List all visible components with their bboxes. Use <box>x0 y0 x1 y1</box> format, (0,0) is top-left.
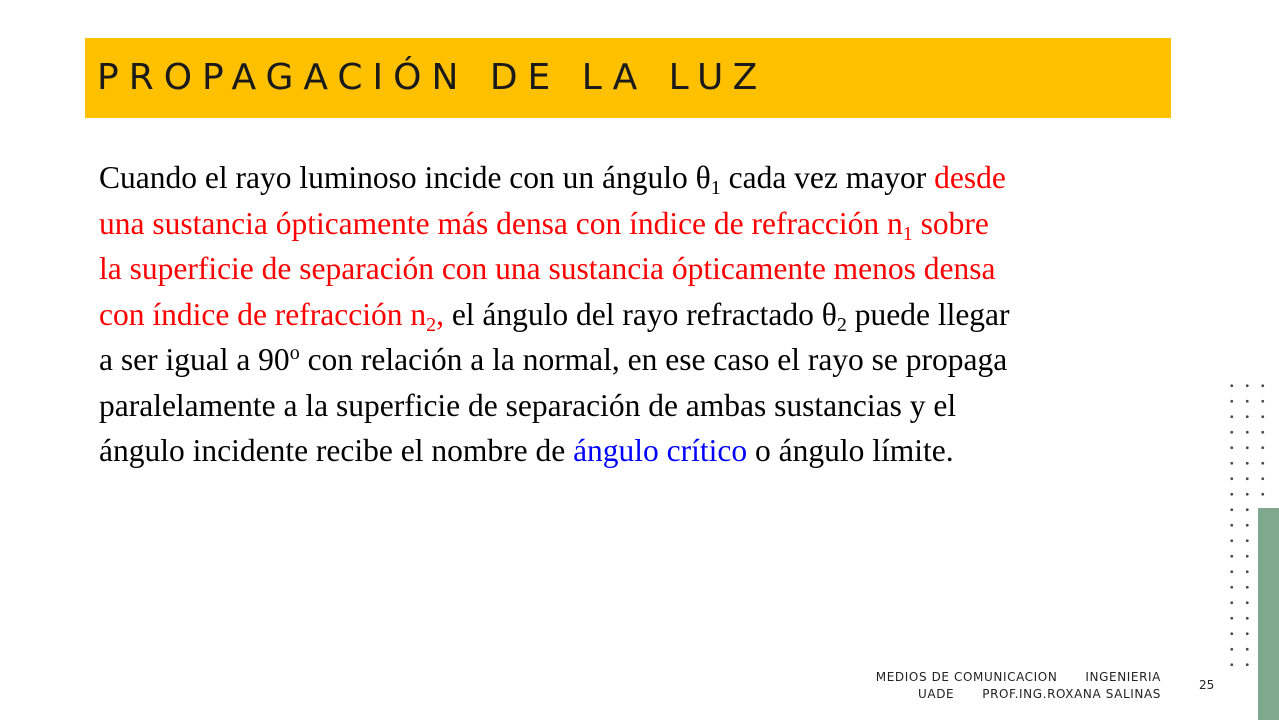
highlight-blue: ángulo crítico <box>573 433 748 468</box>
text-segment: puede llegar a ser igual a 90 <box>99 296 1010 377</box>
subscript-n1: 1 <box>902 222 913 245</box>
subscript-1: 1 <box>710 177 721 199</box>
footer-professor: PROF.ING.ROXANA SALINAS <box>982 687 1161 701</box>
subscript-2: 2 <box>836 313 847 336</box>
slide-title: PROPAGACIÓN DE LA LUZ <box>97 57 768 98</box>
text-segment-red: , <box>436 296 444 332</box>
text-segment: el ángulo del rayo refractado θ <box>443 296 837 332</box>
footer-program: INGENIERIA <box>1085 670 1161 684</box>
footer-line-2 <box>876 686 1161 703</box>
text-segment: Cuando el rayo luminoso incide con un ángulo θ <box>99 160 711 195</box>
degree-superscript: o <box>289 342 300 364</box>
text-segment: o ángulo límite. <box>747 433 954 468</box>
footer-line-1 <box>876 669 1161 686</box>
body-paragraph <box>99 155 1019 474</box>
footer-institution: UADE <box>918 687 955 701</box>
subscript-n2: 2 <box>426 313 437 336</box>
text-segment: con relación a la normal, en ese caso el rayo se propaga paralelamente a la superficie de separación de ambas sustancias y el ángulo incidente recibe el nombre de <box>99 342 1008 468</box>
footer <box>876 669 1161 703</box>
text-segment-red: desde una sustancia ópticamente más densa con índice de refracción n <box>99 160 1006 241</box>
green-accent-strip <box>1258 508 1279 720</box>
footer-course: MEDIOS DE COMUNICACION <box>875 670 1058 684</box>
text-segment: cada vez mayor <box>720 160 935 195</box>
title-bar <box>85 38 1171 118</box>
page-number: 25 <box>1199 678 1215 692</box>
text-segment-red: sobre la superficie de separación con una sustancia ópticamente menos densa con índice de refracción n <box>99 205 996 332</box>
